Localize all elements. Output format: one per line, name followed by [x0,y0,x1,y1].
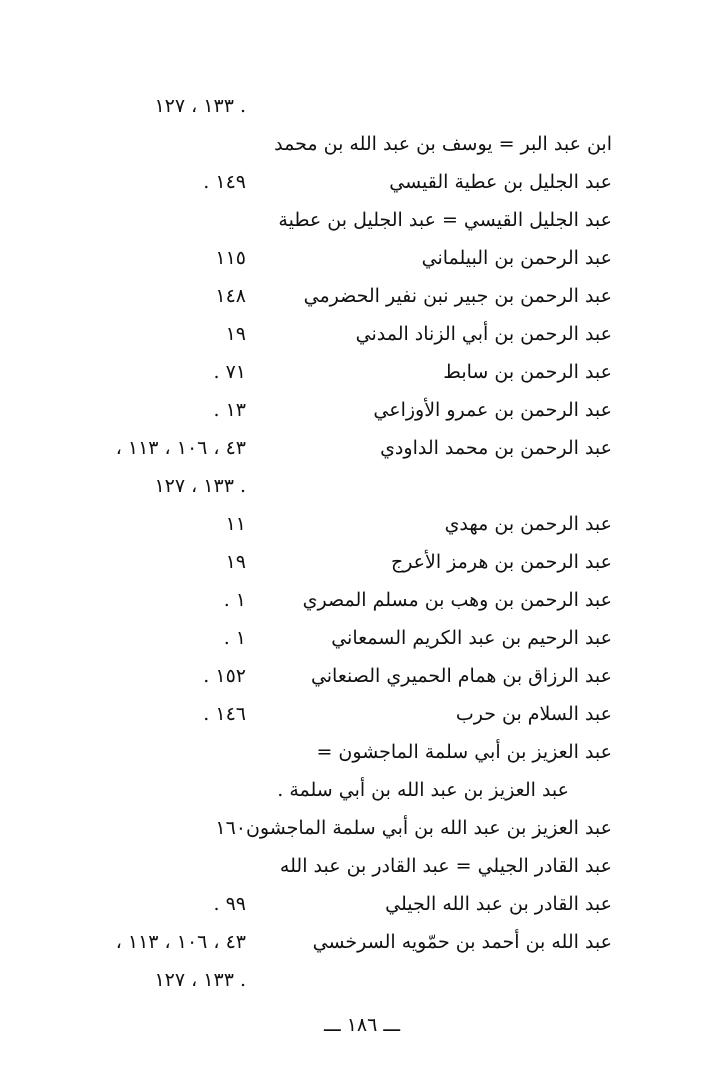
index-line [0,923,724,961]
entry-page-refs: ٧١ . [213,361,246,383]
index-line [0,961,724,999]
index-line [0,87,724,125]
index-line [0,581,724,619]
entry-page-refs: ١ . [223,589,246,611]
entry-name: عبد الرزاق بن همام الحميري الصنعاني [310,665,612,687]
entry-name: عبد القادر بن عبد الله الجيلي [385,893,612,915]
entry-page-refs: ١٣ . [213,399,246,421]
entry-name: عبد الرحمن بن سابط [443,361,612,383]
entry-name: عبد الجليل القيسي = عبد الجليل بن عطية [278,209,612,231]
index-line [0,543,724,581]
index-line [0,353,724,391]
index-line [0,125,724,163]
entry-page-refs: ١٩ [225,551,246,573]
index-line [0,429,724,467]
entry-name: عبد الرحمن بن أبي الزناد المدني [355,323,612,345]
entry-page-refs: ٤٣ ، ١٠٦ ، ١١٣ ، [115,437,246,459]
entry-name: عبد الرحمن بن هرمز الأعرج [390,551,612,573]
entry-name: عبد العزيز بن عبد الله بن أبي سلمة . [277,779,569,801]
entry-name: عبد الجليل بن عطية القيسي [389,171,612,193]
index-line [0,847,724,885]
entry-page-refs: ٩٩ . [213,893,246,915]
index-line [0,733,724,771]
page-number: ـــ ١٨٦ ـــ [323,1014,401,1036]
entry-name: عبد الرحمن بن وهب بن مسلم المصري [302,589,612,611]
index-line [0,505,724,543]
entry-name: عبد السلام بن حرب [455,703,612,725]
entry-page-refs: ١٤٩ . [203,171,246,193]
entry-page-refs: ٤٣ ، ١٠٦ ، ١١٣ ، [115,931,246,953]
index-line [0,619,724,657]
entry-name: عبد الرحمن بن جبير نبن نفير الحضرمي [303,285,612,307]
entry-page-refs: ١٥٢ . [203,665,246,687]
index-line [0,201,724,239]
entry-name: عبد الرحمن بن مهدي [444,513,612,535]
entry-name: عبد الرحمن بن محمد الداودي [380,437,612,459]
entry-name: عبد الرحمن بن البيلماني [421,247,612,269]
entry-page-refs: ١ . [223,627,246,649]
index-line [0,467,724,505]
entry-page-refs: ١٩ [225,323,246,345]
index-line [0,695,724,733]
index-line [0,239,724,277]
entry-name: عبد العزيز بن أبي سلمة الماجشون = [316,741,612,763]
entry-page-refs: ١١ [225,513,246,535]
index-line [0,771,724,809]
entry-page-refs: . ١٣٣ ، ١٢٧ [154,969,246,991]
index-line [0,277,724,315]
index-line [0,391,724,429]
entry-page-refs: ١٤٨ [215,285,246,307]
entry-page-refs: ١١٥ [215,247,246,269]
entry-page-refs: ١٤٦ . [203,703,246,725]
entry-page-refs: . ١٣٣ ، ١٢٧ [154,475,246,497]
entry-page-refs: . ١٣٣ ، ١٢٧ [154,95,246,117]
index-line [0,657,724,695]
index-line [0,163,724,201]
index-line [0,809,724,847]
entry-name: عبد الرحمن بن عمرو الأوزاعي [373,399,612,421]
entry-name: عبد القادر الجيلي = عبد القادر بن عبد الله [279,855,612,877]
entry-name: عبد الله بن أحمد بن حمّويه السرخسي [312,931,612,953]
entry-page-refs: ١٦٠ [215,817,246,839]
index-line [0,885,724,923]
entry-name: عبد العزيز بن عبد الله بن أبي سلمة الماجشون [245,817,612,839]
index-line [0,315,724,353]
entry-name: عبد الرحيم بن عبد الكريم السمعاني [331,627,612,649]
entry-name: ابن عبد البر = يوسف بن عبد الله بن محمد [274,133,612,155]
